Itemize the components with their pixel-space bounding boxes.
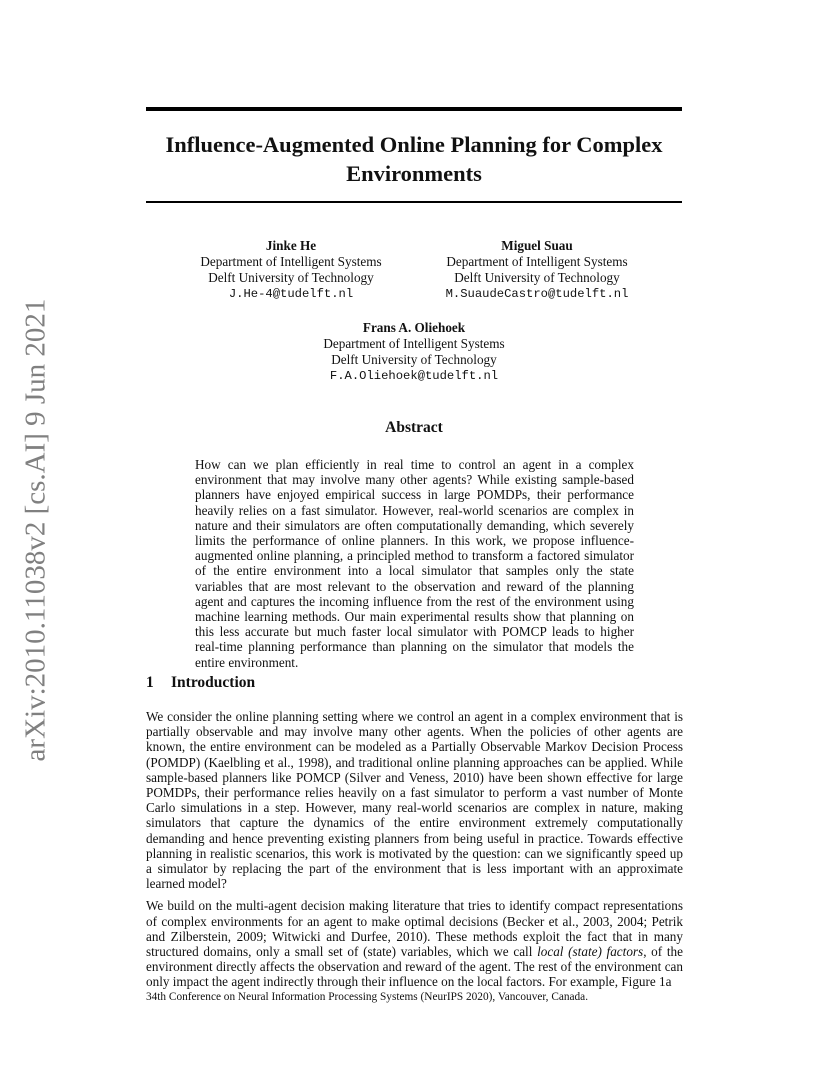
author-block — [417, 238, 657, 302]
author-email[interactable]: M.SuaudeCastro@tudelft.nl — [445, 287, 629, 301]
author-university: Delft University of Technology — [208, 270, 374, 285]
intro-paragraph-2 — [146, 898, 683, 989]
abstract-text: How can we plan efficiently in real time to control an agent in a complex environment that may involve many other agents? While existing sample-based planners have enjoyed empirical success in large POMDPs, their performance heavily relies on a fast simulator. However, real-world scenarios are complex in nature and their simulators are often computationally demanding, which severely limits the performance of online planners. In this work, we propose influence-augmented online planning, a principled method to transform a factored simulator of the entire environment into a local simulator that samples only the state variables that are most relevant to the observation and reward of the planning agent and captures the incoming influence from the rest of the environment using machine learning methods. Our main experimental results show that planning on this less accurate but much faster local simulator with POMCP leads to higher real-time planning performance than planning on the simulator that models the entire environment. — [195, 457, 634, 670]
author-name: Frans A. Oliehoek — [362, 320, 466, 335]
author-university: Delft University of Technology — [454, 270, 620, 285]
section-number: 1 — [146, 674, 154, 691]
arxiv-identifier: arXiv:2010.11038v2 [cs.AI] 9 Jun 2021 — [19, 298, 52, 762]
paper-title-line-2: Environments — [346, 161, 482, 186]
title-top-rule — [146, 107, 682, 111]
author-department: Department of Intelligent Systems — [323, 336, 505, 351]
author-name: Jinke He — [265, 238, 317, 253]
author-email[interactable]: F.A.Oliehoek@tudelft.nl — [329, 369, 499, 383]
abstract-heading: Abstract — [385, 419, 443, 436]
author-email[interactable]: J.He-4@tudelft.nl — [228, 287, 354, 301]
author-name: Miguel Suau — [501, 238, 573, 253]
title-bottom-rule — [146, 201, 682, 203]
intro-paragraph-2-start: We build on the multi-agent decision making literature that tries to identify compact representations of complex environments for an agent to make optimal decisions (Becker et al., 2003, 2004; Petrik and Zilberstein, 2009; Witwicki and Durfee, 2010). These methods exploit the fact that in many structured domains, only a small set of (state) variables, which we call — [146, 898, 683, 960]
paper-title-line-1: Influence-Augmented Online Planning for Complex — [165, 132, 663, 157]
introduction-body — [146, 709, 683, 997]
section-heading — [146, 674, 255, 692]
intro-paragraph-1: We consider the online planning setting where we control an agent in a complex environment that is partially observable and may involve many other agents. When the policies of other agents are known, the entire environment can be modeled as a Partially Observable Markov Decision Process (POMDP) (Kaelbling et al., 1998), and traditional online planning approaches can be applied. While sample-based planners like POMCP (Silver and Veness, 2010) have been shown effective for large POMDPs, their performance relies heavily on a fast simulator to perform a vast number of Monte Carlo simulations in a step. However, many real-world scenarios are complex in nature, making simulators that capture the dynamics of the entire environment extremely computationally demanding and hence preventing existing planners from being useful in practice. Towards effective planning in realistic scenarios, this work is motivated by the question: can we significantly speed up a simulator by replacing the part of the environment that is less important with an approximate learned model? — [146, 709, 683, 892]
intro-paragraph-2-emphasis: local (state) factors — [537, 944, 644, 960]
author-department: Department of Intelligent Systems — [446, 254, 628, 269]
author-block — [171, 238, 411, 302]
intro-paragraph-2-end: , of the environment directly affects the observation and reward of the agent. The rest of the environment can only impact the agent indirectly through their influence on the local factors. For example, Figure 1a — [146, 944, 683, 990]
section-title: Introduction — [171, 674, 256, 691]
author-block — [294, 320, 534, 384]
author-university: Delft University of Technology — [331, 352, 497, 367]
paper-title — [146, 130, 682, 188]
author-department: Department of Intelligent Systems — [200, 254, 382, 269]
conference-footnote: 34th Conference on Neural Information Processing Systems (NeurIPS 2020), Vancouver, Canada. — [146, 991, 589, 1003]
